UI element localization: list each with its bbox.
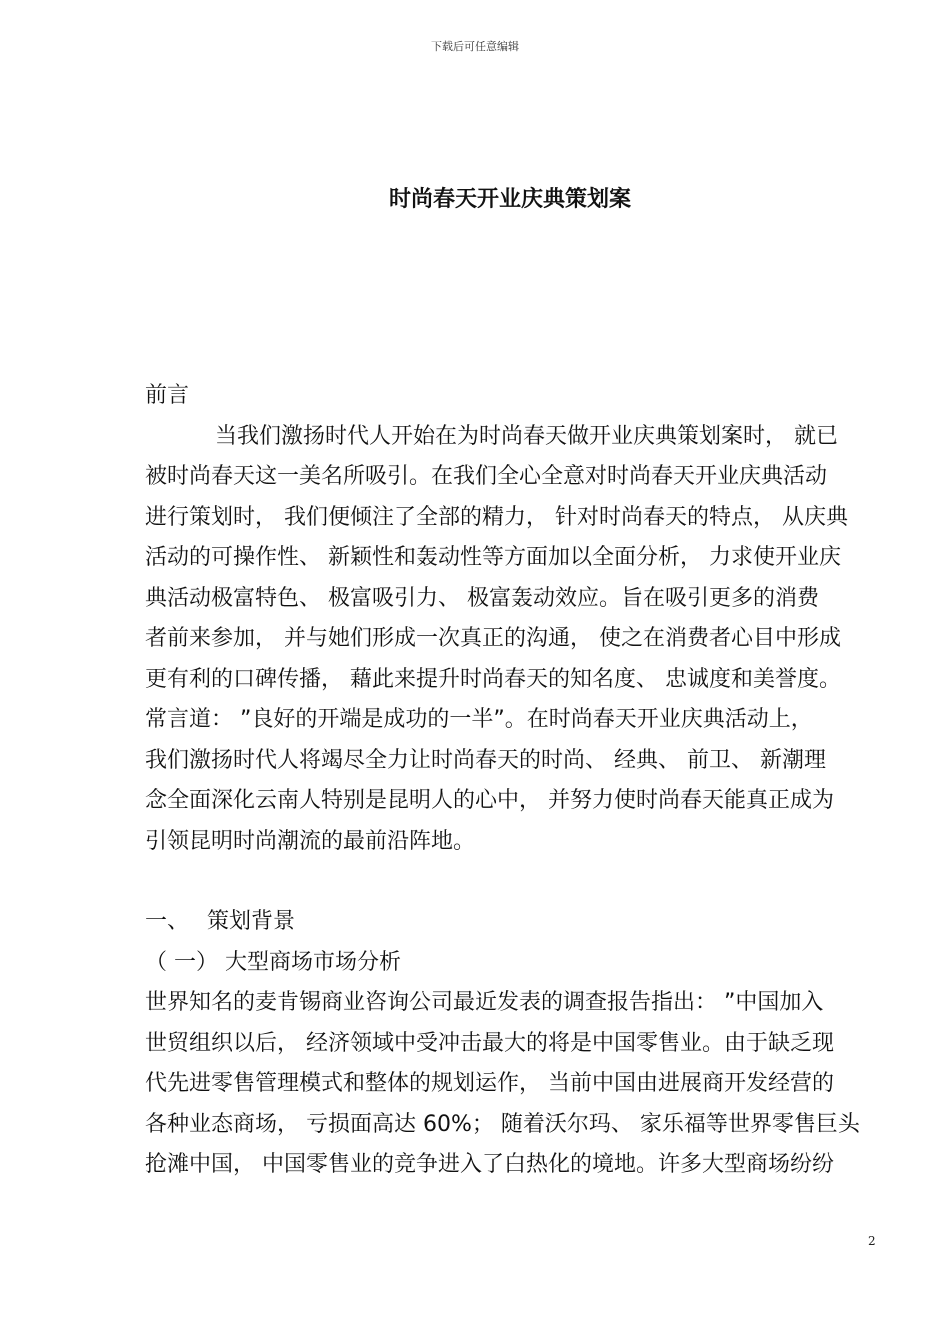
document-body	[145, 376, 880, 1186]
section-line: 世界知名的麦肯锡商业咨询公司最近发表的调查报告指出： ”中国加入	[145, 990, 824, 1015]
page-number: 2	[868, 1234, 876, 1248]
document-title: 时尚春天开业庆典策划案	[388, 187, 631, 212]
preface-line: 念全面深化云南人特别是昆明人的心中， 并努力使时尚春天能真正成为	[145, 788, 834, 813]
preface-line: 当我们激扬时代人开始在为时尚春天做开业庆典策划案时， 就已	[215, 423, 838, 449]
preface-line: 我们激扬时代人将竭尽全力让时尚春天的时尚、 经典、 前卫、 新潮理	[145, 747, 826, 773]
section-line: 抢滩中国， 中国零售业的竞争进入了白热化的境地。许多大型商场纷纷	[145, 1152, 834, 1177]
section-line: 世贸组织以后， 经济领域中受冲击最大的将是中国零售业。由于缺乏现	[145, 1030, 834, 1056]
preface-heading: 前言	[145, 383, 190, 408]
preface-line: 典活动极富特色、 极富吸引力、 极富轰动效应。旨在吸引更多的消费	[145, 585, 819, 611]
section-line: 代先进零售管理模式和整体的规划运作， 当前中国由进展商开发经营的	[145, 1071, 834, 1096]
paragraph-gap	[145, 862, 880, 902]
preface-line: 更有利的口碑传播， 藉此来提升时尚春天的知名度、 忠诚度和美誉度。	[145, 666, 841, 692]
preface-line: 被时尚春天这一美名所吸引。在我们全心全意对时尚春天开业庆典活动	[145, 464, 828, 489]
preface-line: 常言道： ”良好的开端是成功的一半”。在时尚春天开业庆典活动上，	[145, 707, 813, 732]
preface-line: 者前来参加， 并与她们形成一次真正的沟通， 使之在消费者心目中形成	[145, 626, 841, 651]
section-heading: 一、 策划背景	[145, 909, 295, 934]
section-line: 各种业态商场， 亏损面高达 60%； 随着沃尔玛、 家乐福等世界零售巨头	[145, 1111, 860, 1137]
section-subheading: （ 一） 大型商场市场分析	[145, 949, 401, 975]
preface-line: 活动的可操作性、 新颖性和轰动性等方面加以全面分析， 力求使开业庆	[145, 545, 841, 570]
header-note: 下载后可任意编辑	[431, 40, 519, 53]
preface-line: 进行策划时， 我们便倾注了全部的精力， 针对时尚春天的特点， 从庆典	[145, 504, 848, 530]
preface-line: 引领昆明时尚潮流的最前沿阵地。	[145, 828, 476, 854]
